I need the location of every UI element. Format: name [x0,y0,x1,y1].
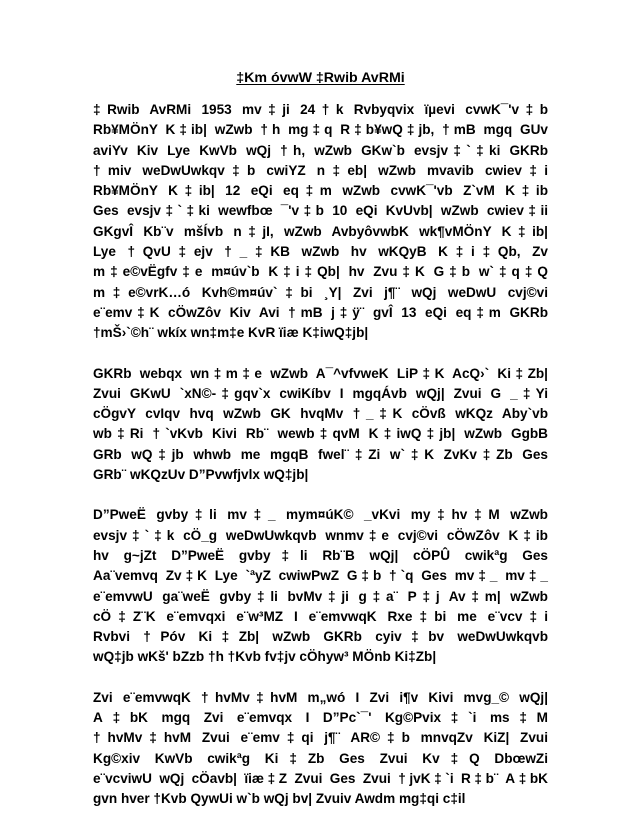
text-line: GKgvÎ Kb¨v mšÍvb n‡jI, wZwb AvbyôvwbK wk¶vMÖnY K‡ib| [93,223,548,239]
text-line: Rb¥MÖnY K‡ib| 12 eQi eq‡m wZwb cvwK¯'vb Z`vM K‡ib [93,183,548,199]
text-line: m‡e©vËgfv‡e m¤úv`b K‡i‡Qb| hv Zvu‡K G‡b w`‡q‡Q [93,264,548,280]
text-line: ‡Rwib AvRMi 1953 mv‡ji 24†k Rvbyqvix ïµevi cvwK¯'v‡b [93,102,548,117]
text-line: Zvui GKwU `xN©-‡gqv`x cwiKíbv I mgqÁvb wQj| Zvui G _‡Yi [93,385,548,401]
text-line: cÖgvY cvIqv hvq wZwb GK hvqMv †_‡K cÖvß wKQz Aby`vb [93,406,548,422]
text-line: Zvi e¨emvwqK †hvMv‡hvM m„wó I Zvi i¶v Kivi mvg_© wQj| [93,689,548,705]
document-page [93,68,548,810]
text-line: wb‡Ri †`vKvb Kivi Rb¨ wewb‡qvM K‡iwQ‡jb| wZwb GgbB [93,426,548,442]
paragraph [93,364,548,486]
paragraph [93,100,548,344]
text-line: evsjv‡`‡k cÖ_g weDwUwkqvb wnmv‡e cvj©vi cÖwZôv K‡ib [93,527,548,543]
paragraph [93,688,548,810]
text-line: Aa¨vemvq Zv‡K Lye `ªyZ cwiwPwZ G‡b †`q Ges mv‡_ mv‡_ [93,568,548,584]
paragraph [93,505,548,667]
text-line: GRb wQ‡jb whwb me mgqB fwel¨‡Zi w`‡K ZvKv‡Zb Ges [93,446,548,462]
text-line: Ges evsjv‡`‡ki wewfbœ ¯'v‡b 10 eQi KvUvb| wZwb cwiev‡ii [93,203,548,219]
text-line: e¨vcviwU wQj cÖavb| ïiæ‡Z Zvui Ges Zvui †jvK‡`i R‡b¨ A‡bK [93,770,548,786]
text-line: gvn hver †Kvb QywUi w`b wQj bv| Zvuiv Awdm mg‡qi c‡il [93,791,466,807]
text-line: e¨emv‡K cÖwZôv Kiv Avi †mB j‡ÿ¨ gvÎ 13 eQi eq‡m GKRb [93,304,548,320]
text-line: hv g~jZt D”PweË gvby‡li Rb¨B wQj| cÖPÛ cwikªg Ges [93,547,548,563]
document-body [93,100,548,810]
text-line: cÖ‡Z¨K e¨emvqxi e¨w³MZ I e¨emvwqK Rxe‡bi me e¨vcv‡i [93,608,548,624]
text-line: Rb¥MÖnY K‡ib| wZwb †h mg‡q R‡b¥wQ‡jb, †mB mgq GUv [93,122,548,138]
text-line: aviYv Kiv Lye KwVb wQj †h, wZwb GKw`b evsjv‡`‡ki GKRb [93,142,548,158]
text-line: †miv weDwUwkqv‡b cwiYZ n‡eb| wZwb mvavib cwiev‡i [93,162,548,178]
text-line: m‡e©vrK…ó Kvh©m¤úv`‡bi ¸Y| Zvi j¶¨ wQj weDwU cvj©vi [93,284,548,300]
text-line: e¨emvwU ga¨weË gvby‡li bvMv‡ji g‡a¨ P‡j Av‡m| wZwb [93,588,548,604]
text-line: GKRb webqx wn‡m‡e wZwb A¯^vfvweK LiP‡K AcQ›` Ki‡Zb| [93,365,548,381]
text-line: †hvMv‡hvM Zvui e¨emv‡qi j¶¨ AR©‡b mnvqZv KiZ| Zvui [93,730,548,746]
text-line: A‡bK mgq Zvi e¨emvqx I D”Pc`¯' Kg©Pvix‡`i ms‡M [93,710,548,726]
document-title: ‡Km óvwW ‡Rwib AvRMi [236,70,405,86]
text-line: wQ‡jb wKš' bZzb †h †Kvb fv‡jv cÖhyw³ MÖnb Ki‡Zb| [93,649,437,665]
text-line: D”PweË gvby‡li mv‡_ mym¤úK© _vKvi my‡hv‡M wZwb [93,507,548,523]
text-line: Rvbvi †Póv Ki‡Zb| wZwb GKRb cyiv‡bv weDwUwkqvb [93,629,548,645]
text-line: Lye †QvU‡ejv †_‡KB wZwb hv wKQyB K‡i‡Qb, Zv [93,244,548,260]
text-line: †mŠ›`©h¨ wkíx wn‡m‡e KvR ïiæ K‡iwQ‡jb| [93,325,369,341]
text-line: Kg©xiv KwVb cwikªg Ki‡Zb Ges Zvui Kv‡Q DbœwZi [93,750,548,766]
text-line: GRb¨ wKQzUv D”Pvwfjvlx wQ‡jb| [93,467,309,483]
